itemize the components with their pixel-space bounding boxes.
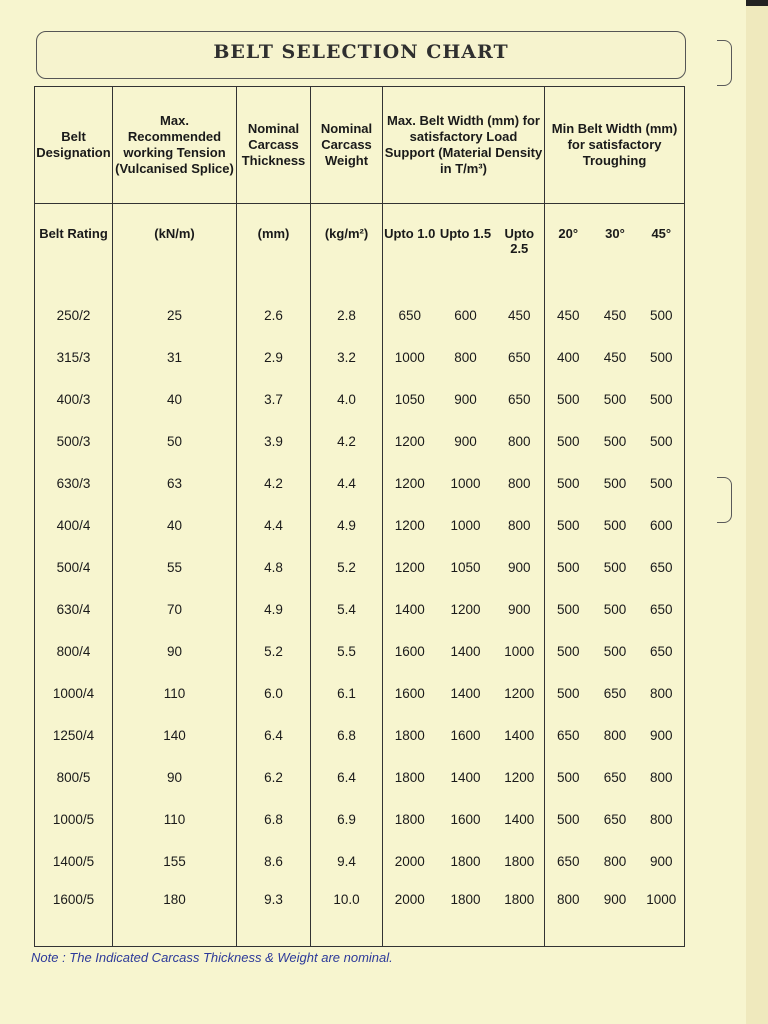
unit-belt-rating: Belt Rating (35, 204, 113, 295)
cell-width-upto-1-5: 800 (454, 349, 477, 365)
cell-belt-rating: 315/3 (35, 336, 113, 378)
cell-tension: 40 (113, 378, 237, 420)
table-row (35, 840, 685, 882)
header-max-tension: Max. Recommended working Tension (Vulcanised Splice) (113, 87, 237, 204)
cell-thickness: 4.4 (237, 504, 311, 546)
cell-width-upto-1-5: 1600 (450, 727, 481, 743)
header-min-belt-width: Min Belt Width (mm) for satisfactory Troughing (545, 87, 685, 204)
units-row (35, 204, 685, 295)
cell-thickness: 9.3 (237, 882, 311, 947)
table-row (35, 588, 685, 630)
cell-thickness: 6.4 (237, 714, 311, 756)
cell-width-upto-2-5: 1200 (495, 756, 545, 798)
cell-width-upto-2-5: 800 (495, 420, 545, 462)
unit-upto-1-0: Upto 1.0 (383, 204, 437, 295)
cell-troughing-45: 650 (639, 546, 685, 588)
cell-troughing-30: 450 (603, 349, 627, 365)
page-edge (746, 0, 768, 1024)
cell-belt-rating: 1000/5 (35, 798, 113, 840)
binder-tab (717, 40, 732, 86)
cell-thickness: 4.8 (237, 546, 311, 588)
cell-width-upto-1-0: 2000 (383, 882, 437, 947)
cell-troughing-30: 500 (603, 601, 627, 617)
cell-troughing-20: 650 (545, 840, 592, 882)
cell-tension: 90 (113, 756, 237, 798)
cell-width-upto-2-5: 900 (495, 546, 545, 588)
cell-tension: 155 (113, 840, 237, 882)
cell-width-upto-1-5: 1800 (450, 853, 481, 869)
table-row (35, 756, 685, 798)
cell-troughing-45: 650 (639, 588, 685, 630)
cell-troughing-30: 500 (603, 517, 627, 533)
cell-thickness: 4.2 (237, 462, 311, 504)
cell-thickness: 6.2 (237, 756, 311, 798)
cell-weight: 9.4 (311, 840, 383, 882)
cell-troughing-20: 500 (545, 756, 592, 798)
cell-tension: 25 (113, 294, 237, 336)
unit-thickness: (mm) (237, 204, 311, 295)
cell-belt-rating: 1250/4 (35, 714, 113, 756)
cell-weight: 4.4 (311, 462, 383, 504)
cell-troughing-20: 500 (545, 378, 592, 420)
cell-troughing-30: 500 (603, 643, 627, 659)
table-row (35, 420, 685, 462)
cell-width-upto-2-5: 1200 (495, 672, 545, 714)
cell-width-upto-1-5: 1400 (450, 685, 481, 701)
footnote: Note : The Indicated Carcass Thickness & Weight are nominal. (31, 950, 393, 965)
table-row (35, 630, 685, 672)
chart-title: BELT SELECTION CHART (213, 41, 509, 63)
cell-belt-rating: 500/4 (35, 546, 113, 588)
cell-troughing-20: 450 (545, 294, 592, 336)
cell-width-upto-1-5: 1200 (450, 601, 481, 617)
cell-troughing-20: 500 (545, 504, 592, 546)
cell-thickness: 5.2 (237, 630, 311, 672)
cell-troughing-45: 500 (639, 420, 685, 462)
belt-selection-table (34, 86, 685, 947)
cell-troughing-20: 500 (545, 798, 592, 840)
cell-troughing-45: 650 (639, 630, 685, 672)
cell-width-upto-1-5: 1800 (437, 882, 495, 947)
table-row (35, 378, 685, 420)
cell-weight: 4.9 (311, 504, 383, 546)
unit-upto-2-5: Upto 2.5 (495, 204, 545, 295)
cell-troughing-45: 500 (639, 462, 685, 504)
table-row (35, 672, 685, 714)
header-row (35, 87, 685, 204)
cell-thickness: 2.9 (237, 336, 311, 378)
cell-belt-rating: 500/3 (35, 420, 113, 462)
cell-belt-rating: 1000/4 (35, 672, 113, 714)
cell-width-upto-1-0: 1800 (383, 756, 437, 798)
cell-width-upto-1-0: 1200 (383, 546, 437, 588)
header-belt-designation: Belt Designation (35, 87, 113, 204)
cell-weight: 6.4 (311, 756, 383, 798)
cell-width-upto-1-0: 1600 (383, 672, 437, 714)
cell-troughing-20: 500 (545, 420, 592, 462)
cell-tension: 70 (113, 588, 237, 630)
cell-width-upto-1-0: 1600 (383, 630, 437, 672)
page-edge-shadow (746, 0, 768, 6)
table-row (35, 336, 685, 378)
cell-troughing-30: 500 (603, 433, 627, 449)
header-max-belt-width: Max. Belt Width (mm) for satisfactory Load Support (Material Density in T/m³) (383, 87, 545, 204)
cell-width-upto-1-0: 1050 (383, 378, 437, 420)
cell-thickness: 8.6 (237, 840, 311, 882)
cell-tension: 55 (113, 546, 237, 588)
cell-weight: 4.0 (311, 378, 383, 420)
cell-width-upto-2-5: 650 (495, 378, 545, 420)
cell-width-upto-2-5: 1000 (495, 630, 545, 672)
cell-troughing-20: 800 (545, 882, 592, 947)
table-row (35, 546, 685, 588)
cell-width-upto-1-0: 650 (383, 294, 437, 336)
cell-width-upto-2-5: 800 (495, 504, 545, 546)
cell-troughing-30: 800 (603, 853, 627, 869)
cell-width-upto-2-5: 1800 (495, 882, 545, 947)
cell-width-upto-1-5: 1050 (450, 559, 481, 575)
cell-width-upto-1-0: 1000 (383, 336, 437, 378)
header-nominal-weight: Nominal Carcass Weight (311, 87, 383, 204)
cell-width-upto-1-5: 1000 (450, 517, 481, 533)
cell-weight: 6.8 (311, 714, 383, 756)
cell-weight: 5.5 (311, 630, 383, 672)
cell-thickness: 6.8 (237, 798, 311, 840)
cell-belt-rating: 630/3 (35, 462, 113, 504)
cell-belt-rating: 250/2 (35, 294, 113, 336)
unit-weight: (kg/m²) (311, 204, 383, 295)
title-banner (36, 31, 686, 79)
cell-width-upto-2-5: 1400 (495, 798, 545, 840)
unit-20-deg: 20° (545, 204, 592, 295)
cell-belt-rating: 400/4 (35, 504, 113, 546)
cell-thickness: 4.9 (237, 588, 311, 630)
cell-tension: 140 (113, 714, 237, 756)
cell-troughing-20: 500 (545, 672, 592, 714)
cell-width-upto-1-5: 600 (454, 307, 477, 323)
cell-belt-rating: 800/4 (35, 630, 113, 672)
table-row (35, 462, 685, 504)
cell-weight: 10.0 (311, 882, 383, 947)
cell-width-upto-1-0: 1200 (383, 420, 437, 462)
cell-belt-rating: 400/3 (35, 378, 113, 420)
cell-belt-rating: 800/5 (35, 756, 113, 798)
cell-width-upto-1-0: 1200 (383, 504, 437, 546)
cell-belt-rating: 1400/5 (35, 840, 113, 882)
cell-weight: 6.9 (311, 798, 383, 840)
cell-tension: 63 (113, 462, 237, 504)
cell-troughing-45: 600 (639, 504, 685, 546)
cell-weight: 5.4 (311, 588, 383, 630)
cell-troughing-30: 650 (603, 811, 627, 827)
cell-troughing-45: 800 (639, 672, 685, 714)
cell-troughing-20: 500 (545, 462, 592, 504)
table-row (35, 714, 685, 756)
cell-width-upto-1-0: 2000 (383, 840, 437, 882)
cell-width-upto-2-5: 1800 (495, 840, 545, 882)
cell-width-upto-1-5: 1600 (450, 811, 481, 827)
cell-width-upto-1-5: 1400 (450, 643, 481, 659)
unit-30-deg: 30° (605, 226, 625, 241)
cell-width-upto-2-5: 1400 (495, 714, 545, 756)
cell-troughing-45: 900 (639, 714, 685, 756)
table-row (35, 798, 685, 840)
header-nominal-thickness: Nominal Carcass Thickness (237, 87, 311, 204)
cell-troughing-45: 800 (639, 798, 685, 840)
cell-width-upto-1-0: 1800 (383, 798, 437, 840)
cell-belt-rating: 630/4 (35, 588, 113, 630)
cell-thickness: 6.0 (237, 672, 311, 714)
cell-tension: 40 (113, 504, 237, 546)
cell-thickness: 3.9 (237, 420, 311, 462)
cell-troughing-20: 500 (545, 588, 592, 630)
cell-troughing-45: 1000 (639, 882, 685, 947)
unit-45-deg: 45° (639, 204, 685, 295)
cell-troughing-45: 500 (639, 294, 685, 336)
cell-belt-rating: 1600/5 (35, 882, 113, 947)
cell-tension: 50 (113, 420, 237, 462)
unit-tension: (kN/m) (113, 204, 237, 295)
cell-weight: 3.2 (311, 336, 383, 378)
cell-tension: 110 (113, 672, 237, 714)
cell-troughing-30: 500 (603, 391, 627, 407)
cell-weight: 6.1 (311, 672, 383, 714)
binder-tab (717, 477, 732, 523)
cell-width-upto-1-5: 900 (454, 433, 477, 449)
cell-troughing-20: 500 (545, 630, 592, 672)
cell-thickness: 2.6 (237, 294, 311, 336)
cell-thickness: 3.7 (237, 378, 311, 420)
cell-weight: 5.2 (311, 546, 383, 588)
cell-tension: 110 (113, 798, 237, 840)
table-row (35, 504, 685, 546)
cell-troughing-45: 500 (639, 378, 685, 420)
cell-troughing-30: 900 (592, 882, 639, 947)
cell-width-upto-1-5: 900 (454, 391, 477, 407)
cell-width-upto-2-5: 800 (495, 462, 545, 504)
cell-width-upto-1-0: 1200 (383, 462, 437, 504)
cell-troughing-30: 500 (603, 475, 627, 491)
cell-troughing-20: 500 (545, 546, 592, 588)
cell-troughing-20: 650 (545, 714, 592, 756)
cell-width-upto-2-5: 450 (495, 294, 545, 336)
cell-width-upto-1-5: 1400 (450, 769, 481, 785)
cell-troughing-45: 900 (639, 840, 685, 882)
cell-troughing-30: 650 (603, 685, 627, 701)
cell-troughing-20: 400 (545, 336, 592, 378)
cell-troughing-45: 800 (639, 756, 685, 798)
cell-troughing-30: 650 (603, 769, 627, 785)
cell-tension: 180 (113, 882, 237, 947)
cell-tension: 90 (113, 630, 237, 672)
cell-tension: 31 (113, 336, 237, 378)
table-row (35, 882, 685, 947)
cell-width-upto-1-5: 1000 (450, 475, 481, 491)
unit-upto-1-5: Upto 1.5 (439, 226, 492, 241)
cell-width-upto-2-5: 650 (495, 336, 545, 378)
cell-troughing-30: 800 (603, 727, 627, 743)
cell-weight: 2.8 (311, 294, 383, 336)
cell-troughing-30: 500 (603, 559, 627, 575)
cell-width-upto-1-0: 1400 (383, 588, 437, 630)
table-row (35, 294, 685, 336)
cell-width-upto-1-0: 1800 (383, 714, 437, 756)
cell-weight: 4.2 (311, 420, 383, 462)
cell-troughing-30: 450 (603, 307, 627, 323)
cell-troughing-45: 500 (639, 336, 685, 378)
cell-width-upto-2-5: 900 (495, 588, 545, 630)
